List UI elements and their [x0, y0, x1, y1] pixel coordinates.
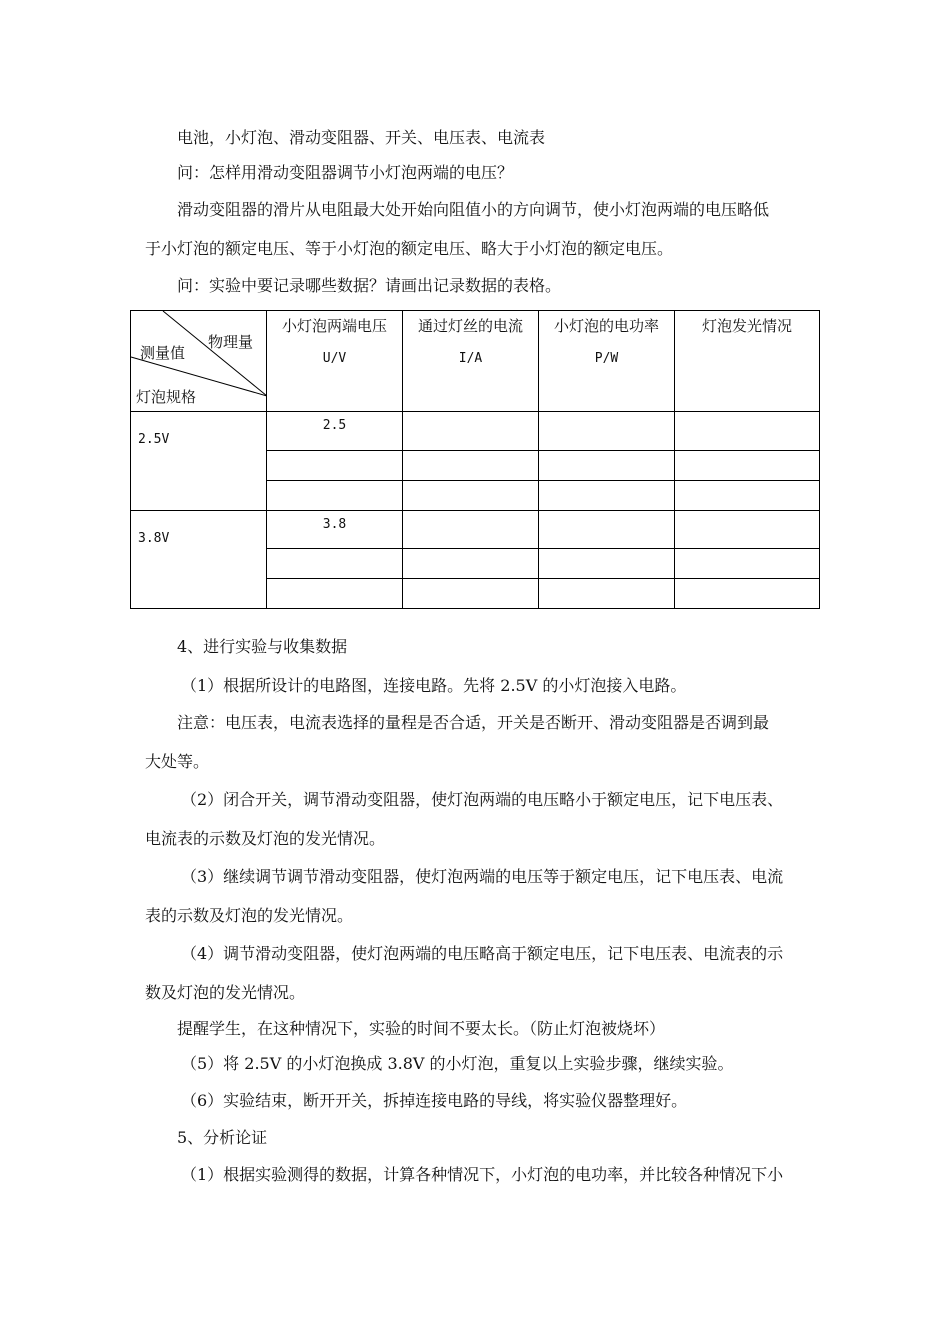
table-cell	[402, 411, 539, 451]
column-header-power	[538, 310, 675, 412]
table-cell	[674, 510, 820, 549]
corner-label-measured: 测量值	[140, 344, 186, 362]
spec-label: 3.8V	[138, 531, 170, 546]
column-header-brightness	[674, 310, 820, 412]
column-header-current	[402, 310, 539, 412]
table-cell	[674, 480, 820, 511]
table-cell	[402, 480, 539, 511]
note-line-2: 大处等。	[145, 752, 210, 771]
spec-label: 2.5V	[138, 432, 170, 447]
table-cell	[674, 450, 820, 481]
column-unit: I/A	[458, 351, 483, 366]
table-cell	[402, 510, 539, 549]
step-2-line-2: 电流表的示数及灯泡的发光情况。	[145, 829, 386, 848]
equipment-list: 电池，小灯泡、滑动变阻器、开关、电压表、电流表	[177, 128, 546, 147]
column-unit: U/V	[322, 351, 347, 366]
voltage-value: 2.5	[322, 418, 347, 433]
answer-1-line-1: 滑动变阻器的滑片从电阻最大处开始向阻值小的方向调节，使小灯泡两端的电压略低	[177, 200, 770, 219]
table-cell	[538, 510, 675, 549]
table-cell	[402, 548, 539, 579]
question-1: 问：怎样用滑动变阻器调节小灯泡两端的电压？	[177, 163, 514, 182]
spec-cell-2-5v	[130, 411, 267, 511]
section-4-heading: 4、进行实验与收集数据	[177, 637, 348, 656]
answer-1-line-2: 于小灯泡的额定电压、等于小灯泡的额定电压、略大于小灯泡的额定电压。	[145, 239, 674, 258]
section-5-step-1: （1）根据实验测得的数据，计算各种情况下，小灯泡的电功率，并比较各种情况下小	[181, 1165, 784, 1184]
step-2-line-1: （2）闭合开关，调节滑动变阻器，使灯泡两端的电压略小于额定电压，记下电压表、	[181, 790, 784, 809]
step-4-line-1: （4）调节滑动变阻器，使灯泡两端的电压略高于额定电压，记下电压表、电流表的示	[181, 944, 784, 963]
column-unit: P/W	[594, 351, 619, 366]
question-2: 问：实验中要记录哪些数据？请画出记录数据的表格。	[177, 276, 562, 295]
table-cell	[266, 548, 403, 579]
table-cell	[674, 548, 820, 579]
step-5: （5）将 2.5V 的小灯泡换成 3.8V 的小灯泡，重复以上实验步骤，继续实验。	[181, 1054, 734, 1073]
table-corner-cell	[130, 310, 267, 412]
corner-label-quantity: 物理量	[208, 333, 254, 351]
table-cell	[266, 480, 403, 511]
table-cell	[402, 578, 539, 609]
step-6: （6）实验结束，断开开关，拆掉连接电路的导线，将实验仪器整理好。	[181, 1091, 688, 1110]
table-cell	[266, 411, 403, 451]
table-cell	[266, 578, 403, 609]
voltage-value: 3.8	[322, 517, 347, 532]
step-1: （1）根据所设计的电路图，连接电路。先将 2.5V 的小灯泡接入电路。	[181, 676, 687, 695]
column-title: 小灯泡两端电压	[281, 317, 387, 335]
column-title: 灯泡发光情况	[701, 317, 792, 335]
data-table	[130, 310, 820, 609]
table-cell	[266, 450, 403, 481]
corner-label-spec: 灯泡规格	[136, 388, 197, 406]
note-line-1: 注意：电压表，电流表选择的量程是否合适，开关是否断开、滑动变阻器是否调到最	[177, 713, 770, 732]
step-3-line-1: （3）继续调节调节滑动变阻器，使灯泡两端的电压等于额定电压，记下电压表、电流	[181, 867, 784, 886]
column-title: 通过灯丝的电流	[417, 317, 523, 335]
step-3-line-2: 表的示数及灯泡的发光情况。	[145, 906, 354, 925]
table-cell	[674, 411, 820, 451]
section-5-heading: 5、分析论证	[177, 1128, 268, 1147]
step-4-line-2: 数及灯泡的发光情况。	[145, 983, 306, 1002]
reminder: 提醒学生，在这种情况下，实验的时间不要太长。（防止灯泡被烧坏）	[177, 1019, 666, 1038]
table-cell	[674, 578, 820, 609]
table-cell	[402, 450, 539, 481]
spec-cell-3-8v	[130, 510, 267, 609]
column-header-voltage	[266, 310, 403, 412]
table-cell	[538, 411, 675, 451]
table-cell	[538, 548, 675, 579]
table-cell	[538, 578, 675, 609]
column-title: 小灯泡的电功率	[553, 317, 659, 335]
table-cell	[266, 510, 403, 549]
table-cell	[538, 480, 675, 511]
table-cell	[538, 450, 675, 481]
